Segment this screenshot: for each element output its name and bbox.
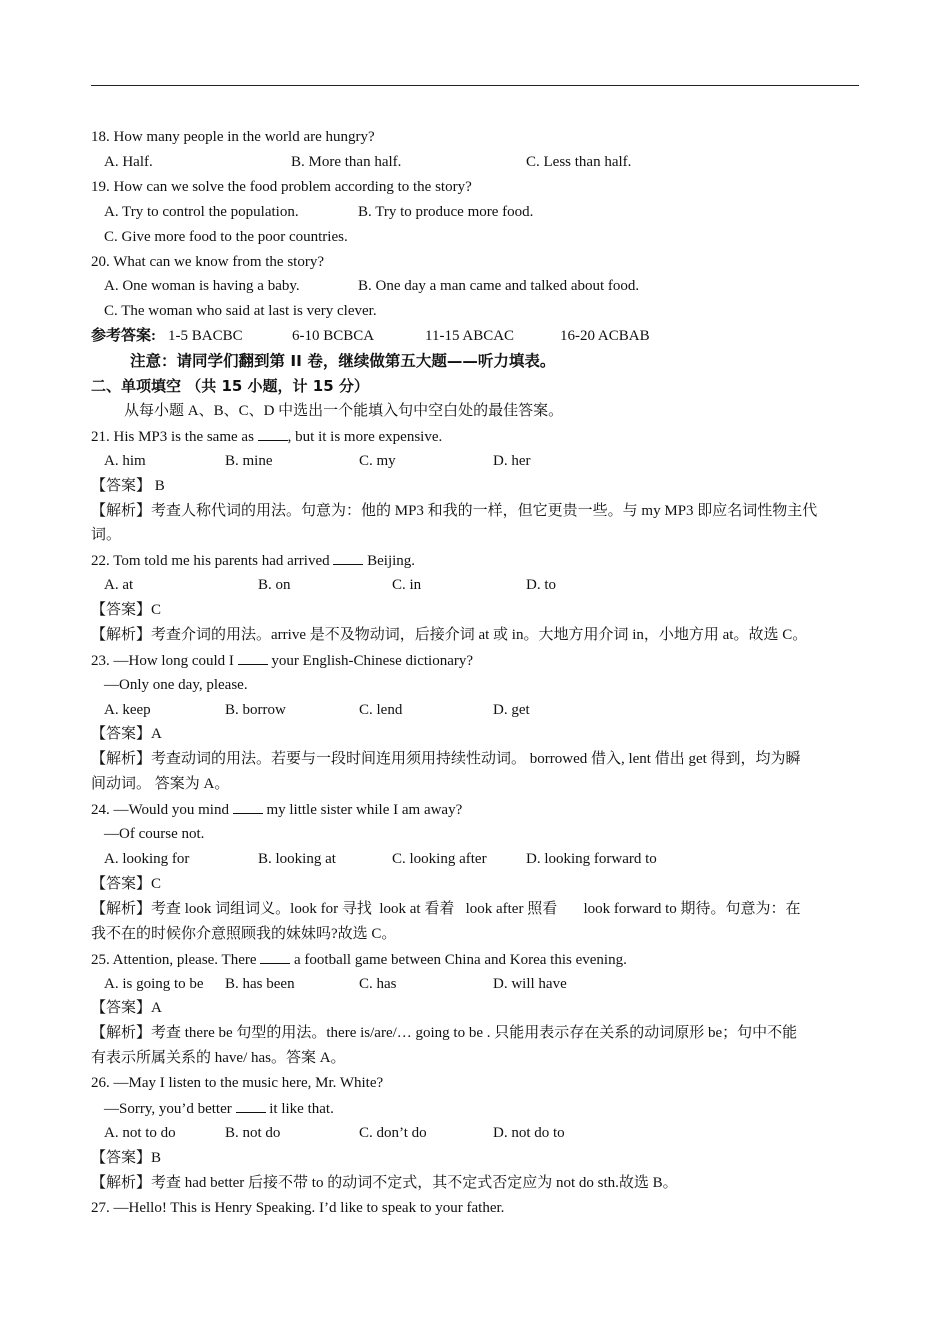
question-22-stem: 22. Tom told me his parents had arrived Beijing.	[91, 550, 415, 571]
q26-reply: —Sorry, you’d better it like that.	[104, 1098, 334, 1119]
section-2-instruction: 从每小题 A、B、C、D 中选出一个能填入句中空白处的最佳答案。	[124, 403, 564, 419]
question-18-stem: 18. How many people in the world are hungry?	[91, 129, 375, 145]
q24-option-c: C. looking after	[392, 851, 487, 867]
q22-explanation-line-1: 【解析】考查介词的用法。arrive 是不及物动词，后接介词 at 或 in。大地方用介词 in，小地方用 at。故选 C。	[91, 627, 808, 643]
q23-answer: 【答案】A	[91, 726, 162, 742]
q22-option-b: B. on	[258, 577, 291, 593]
q26-option-d: D. not do to	[493, 1125, 565, 1141]
q21-explanation-line-1: 【解析】考查人称代词的用法。句意为：他的 MP3 和我的一样，但它更贵一些。与 my MP3 即应名词性物主代	[91, 503, 818, 519]
q21-option-c: C. my	[359, 453, 396, 469]
question-23-stem: 23. —How long could I your English-Chinese dictionary?	[91, 650, 473, 671]
q26-answer: 【答案】B	[91, 1150, 162, 1166]
question-27-stem: 27. —Hello! This is Henry Speaking. I’d like to speak to your father.	[91, 1200, 505, 1216]
answer-key-label: 参考答案:	[91, 328, 156, 344]
q21-explanation-line-2: 词。	[91, 527, 122, 543]
answer-key-group-4: 16-20 ACBAB	[560, 328, 650, 344]
q23-option-d: D. get	[493, 702, 530, 718]
q24-explanation-line-2: 我不在的时候你介意照顾我的妹妹吗?故选 C。	[91, 926, 397, 942]
q23-reply: —Only one day, please.	[104, 677, 248, 693]
q25-option-d: D. will have	[493, 976, 567, 992]
answer-blank	[258, 426, 288, 441]
q22-option-d: D. to	[526, 577, 556, 593]
q19-option-a: A. Try to control the population.	[104, 204, 299, 220]
section-2-title: 二、单项填空 （共 15 小题，计 15 分）	[91, 377, 369, 395]
q26-explanation-line-1: 【解析】考查 had better 后接不带 to 的动词不定式，其不定式否定应为 not do sth.故选 B。	[91, 1175, 678, 1191]
q22-answer: 【答案】C	[91, 602, 162, 618]
answer-key-group-3: 11-15 ABCAC	[425, 328, 515, 344]
q23-explanation-line-1: 【解析】考查动词的用法。若要与一段时间连用须用持续性动词。 borrowed 借入, lent 借出 get 得到，均为瞬	[91, 751, 801, 767]
q21-answer: 【答案】 B	[91, 478, 165, 494]
q24-option-b: B. looking at	[258, 851, 336, 867]
q24-explanation-line-1: 【解析】考查 look 词组词义。look for 寻找 look at 看着 look after 照看 look forward to 期待。句意为：在	[91, 901, 801, 917]
question-19-stem: 19. How can we solve the food problem according to the story?	[91, 179, 472, 195]
answer-key-group-2: 6-10 BCBCA	[292, 328, 375, 344]
header-rule	[91, 85, 859, 86]
q23-option-c: C. lend	[359, 702, 403, 718]
q25-option-c: C. has	[359, 976, 397, 992]
q23-option-b: B. borrow	[225, 702, 286, 718]
q26-option-a: A. not to do	[104, 1125, 176, 1141]
q20-option-a: A. One woman is having a baby.	[104, 278, 300, 294]
q18-option-b: B. More than half.	[291, 154, 402, 170]
answer-key-group-1: 1-5 BACBC	[168, 328, 243, 344]
q22-option-c: C. in	[392, 577, 422, 593]
q19-option-b: B. Try to produce more food.	[358, 204, 534, 220]
q26-option-b: B. not do	[225, 1125, 281, 1141]
question-26-stem: 26. —May I listen to the music here, Mr. White?	[91, 1075, 384, 1091]
q23-option-a: A. keep	[104, 702, 151, 718]
answer-blank	[333, 550, 363, 565]
answer-blank	[260, 949, 290, 964]
q24-answer: 【答案】C	[91, 876, 162, 892]
q22-option-a: A. at	[104, 577, 134, 593]
q25-answer: 【答案】A	[91, 1000, 162, 1016]
q20-option-b: B. One day a man came and talked about food.	[358, 278, 640, 294]
q26-option-c: C. don’t do	[359, 1125, 427, 1141]
q18-option-c: C. Less than half.	[526, 154, 632, 170]
q21-option-a: A. him	[104, 453, 146, 469]
q19-option-c: C. Give more food to the poor countries.	[104, 229, 348, 245]
q21-option-d: D. her	[493, 453, 531, 469]
question-24-stem: 24. —Would you mind my little sister while I am away?	[91, 799, 462, 820]
q21-option-b: B. mine	[225, 453, 273, 469]
q24-option-a: A. looking for	[104, 851, 190, 867]
answer-blank	[236, 1098, 266, 1113]
q23-explanation-line-2: 间动词。 答案为 A。	[91, 776, 230, 792]
question-21-stem: 21. His MP3 is the same as , but it is more expensive.	[91, 426, 442, 447]
q20-option-c: C. The woman who said at last is very clever.	[104, 303, 377, 319]
q18-option-a: A. Half.	[104, 154, 153, 170]
q25-explanation-line-1: 【解析】考查 there be 句型的用法。there is/are/… going to be . 只能用表示存在关系的动词原形 be；句中不能	[91, 1025, 798, 1041]
question-25-stem: 25. Attention, please. There a football game between China and Korea this evening.	[91, 949, 627, 970]
question-20-stem: 20. What can we know from the story?	[91, 254, 324, 270]
notice-text: 注意：请同学们翻到第 II 卷，继续做第五大题——听力填表。	[130, 352, 556, 370]
q25-option-b: B. has been	[225, 976, 295, 992]
answer-blank	[233, 799, 263, 814]
q24-reply: —Of course not.	[104, 826, 205, 842]
q25-option-a: A. is going to be	[104, 976, 204, 992]
answer-blank	[238, 650, 268, 665]
q25-explanation-line-2: 有表示所属关系的 have/ has。答案 A。	[91, 1050, 346, 1066]
q24-option-d: D. looking forward to	[526, 851, 657, 867]
